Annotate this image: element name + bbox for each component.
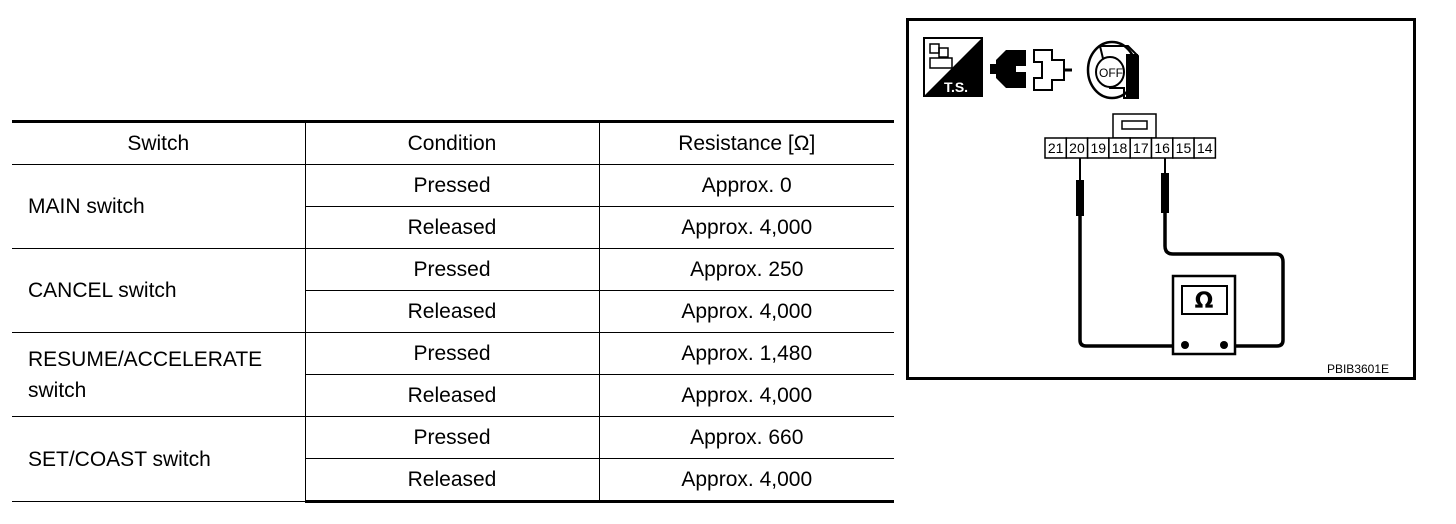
connector-lock-tab (1122, 121, 1147, 129)
resistance-cell: Approx. 4,000 (599, 207, 894, 249)
switch-name-cell: CANCEL switch (12, 249, 305, 333)
figure-code: PBIB3601E (1326, 362, 1390, 376)
table-row (12, 417, 894, 459)
terminal-label: 20 (1069, 140, 1085, 156)
terminal-18 (1109, 138, 1130, 158)
terminal-19 (1088, 138, 1109, 158)
condition-cell: Released (305, 207, 599, 249)
meter-terminal-right (1220, 341, 1228, 349)
ignition-off-label: OFF (1099, 66, 1123, 80)
measurement-diagram (906, 18, 1416, 380)
switch-name-cell: RESUME/ACCELERATE switch (12, 333, 305, 417)
ohm-symbol: Ω (1194, 289, 1214, 314)
terminal-21 (1045, 138, 1066, 158)
switch-name-cell: SET/COAST switch (12, 417, 305, 502)
table-row (12, 333, 894, 375)
resistance-cell: Approx. 250 (599, 249, 894, 291)
ohmmeter (1173, 276, 1235, 354)
condition-cell: Released (305, 375, 599, 417)
resistance-spec-table (12, 120, 894, 503)
terminal-15 (1173, 138, 1194, 158)
header-resistance: Resistance [Ω] (599, 122, 894, 165)
meter-terminal-left (1181, 341, 1189, 349)
ts-label: T.S. (943, 79, 969, 95)
terminal-label: 16 (1154, 140, 1170, 156)
table-row (12, 249, 894, 291)
terminal-label: 19 (1090, 140, 1107, 156)
switch-name-cell: MAIN switch (12, 165, 305, 249)
measurement-diagram-svg (906, 18, 1416, 380)
resistance-cell: Approx. 1,480 (599, 333, 894, 375)
terminal-label: 17 (1133, 140, 1149, 156)
condition-cell: Pressed (305, 165, 599, 207)
ts-icon (924, 38, 982, 96)
resistance-cell: Approx. 0 (599, 165, 894, 207)
ignition-off-icon (1088, 42, 1138, 98)
terminal-14 (1194, 138, 1215, 158)
table-header-row (12, 122, 894, 165)
terminal-16 (1152, 138, 1173, 158)
resistance-cell: Approx. 660 (599, 417, 894, 459)
condition-cell: Released (305, 459, 599, 502)
terminal-20 (1066, 138, 1087, 158)
condition-cell: Pressed (305, 249, 599, 291)
table-row (12, 165, 894, 207)
header-condition: Condition (305, 122, 599, 165)
terminal-label: 21 (1047, 140, 1064, 156)
resistance-cell: Approx. 4,000 (599, 291, 894, 333)
terminal-17 (1130, 138, 1151, 158)
condition-cell: Pressed (305, 333, 599, 375)
condition-cell: Released (305, 291, 599, 333)
terminal-label: 14 (1196, 140, 1213, 156)
resistance-cell: Approx. 4,000 (599, 459, 894, 502)
terminal-label: 15 (1175, 140, 1192, 156)
terminal-label: 18 (1111, 140, 1128, 156)
condition-cell: Pressed (305, 417, 599, 459)
resistance-cell: Approx. 4,000 (599, 375, 894, 417)
header-switch: Switch (12, 122, 305, 165)
